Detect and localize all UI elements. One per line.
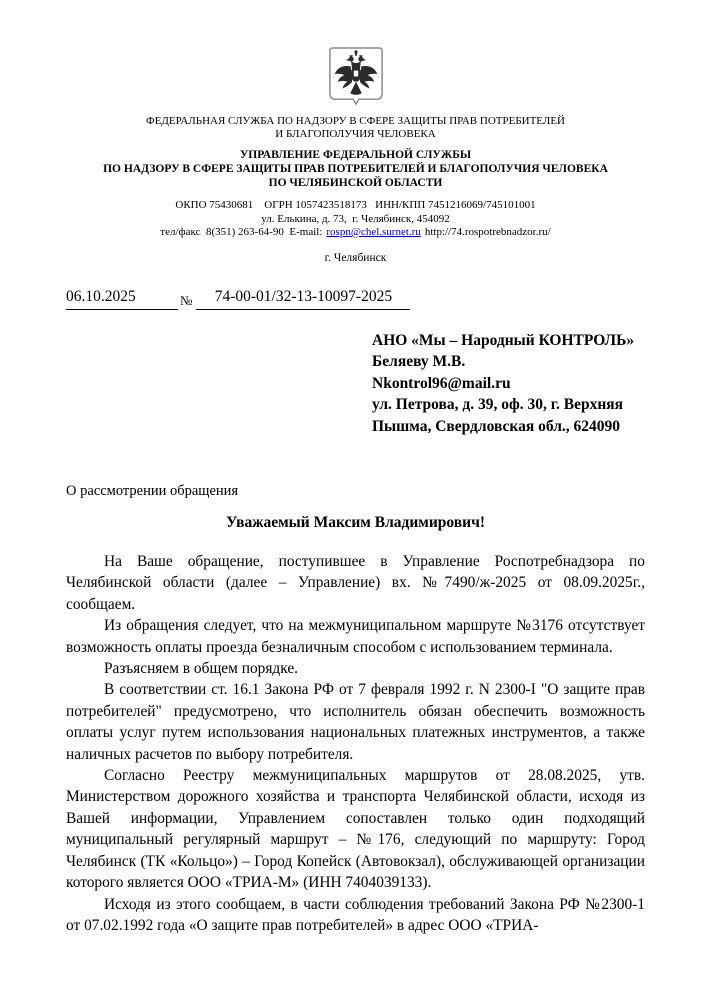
recipient-organization: АНО «Мы – Народный КОНТРОЛЬ» — [372, 331, 635, 349]
body-paragraph-4: В соответствии ст. 16.1 Закона РФ от 7 февраля 1992 г. N 2300-I "О защите прав потребителей" предусмотрено, что исполнитель обязан обеспечить возможность оплаты услуг путем использования национальных платежных инструментов, а также наличных расчетов по выбору потребителя. — [66, 681, 645, 763]
recipient-email: Nkontrol96@mail.ru — [372, 374, 511, 392]
letter-date: 06.10.2025 — [66, 288, 178, 310]
letterhead-details — [66, 199, 645, 240]
recipient-block — [372, 330, 645, 438]
agency-name — [66, 115, 645, 141]
department-name-line-2: ПО НАДЗОРУ В СФЕРЕ ЗАЩИТЫ ПРАВ ПОТРЕБИТЕЛЕЙ И БЛАГОПОЛУЧИЯ ЧЕЛОВЕКА — [103, 163, 608, 175]
email-link[interactable]: rospn@chel.surnet.ru — [326, 226, 421, 238]
letterhead — [66, 45, 645, 264]
body-paragraph-3: Разъясняем в общем порядке. — [104, 660, 299, 678]
contact-line — [66, 226, 645, 240]
phone-email-label: тел/факс 8(351) 263-64-90 E-mail: — [160, 226, 323, 238]
body-paragraph-1: На Ваше обращение, поступившее в Управление Роспотребнадзора по Челябинской области (далее – Управление) вх. №7490/ж-2025 от 08.09.2025г., сообщаем. — [66, 553, 645, 613]
website-text: http://74.rospotrebnadzor.ru/ — [424, 226, 551, 238]
registration-numbers: ОКПО 75430681 ОГРН 1057423518173 ИНН/КПП 7451216069/745101001 — [175, 199, 536, 211]
body-paragraph-6: Исходя из этого сообщаем, в части соблюдения требований Закона РФ №2300-1 от 07.02.1992 года «О защите прав потребителей» в адрес ООО «ТРИА- — [66, 895, 645, 934]
subject-line: О рассмотрении обращения — [66, 483, 239, 499]
agency-name-line-2: И БЛАГОПОЛУЧИЯ ЧЕЛОВЕКА — [275, 128, 436, 140]
postal-address: ул. Елькина, д. 73, г. Челябинск, 454092 — [261, 212, 450, 225]
city-name: г. Челябинск — [324, 251, 387, 264]
letter-number: 74-00-01/32-13-10097-2025 — [196, 288, 410, 310]
department-name-line-1: УПРАВЛЕНИЕ ФЕДЕРАЛЬНОЙ СЛУЖБЫ — [239, 149, 472, 161]
department-name-line-3: ПО ЧЕЛЯБИНСКОЙ ОБЛАСТИ — [268, 177, 443, 189]
letter-body — [66, 551, 645, 936]
salutation: Уважаемый Максим Владимирович! — [226, 514, 485, 531]
recipient-person: Беляеву М.В. — [372, 353, 466, 370]
recipient-address-line-1: ул. Петрова, д. 39, оф. 30, г. Верхняя — [372, 396, 624, 413]
number-sign: № — [180, 292, 193, 308]
double-headed-eagle-icon — [327, 45, 385, 107]
body-paragraph-5: Согласно Реестру межмуниципальных маршрутов от 28.08.2025, утв. Министерством дорожного хозяйства и транспорта Челябинской области, исходя из Вашей информации, Управлением сопоставлен только один подходящий муниципальный регулярный маршрут – №176, следующий по маршруту: Город Челябинск (ТК «Кольцо») – Город Копейск (Автовокзал), обслуживающей организации которого является ООО «ТРИА-М» (ИНН 7404039133). — [66, 767, 645, 892]
department-name — [66, 148, 645, 190]
body-paragraph-2: Из обращения следует, что на межмуниципальном маршруте №3176 отсутствует возможность оплаты проезда безналичным способом с использованием терминала. — [66, 617, 645, 656]
reference-line — [66, 288, 645, 310]
recipient-address-line-2: Пышма, Свердловская обл., 624090 — [372, 417, 621, 435]
russian-coat-of-arms-emblem — [327, 45, 385, 107]
agency-name-line-1: ФЕДЕРАЛЬНАЯ СЛУЖБА ПО НАДЗОРУ В СФЕРЕ ЗАЩИТЫ ПРАВ ПОТРЕБИТЕЛЕЙ — [146, 115, 565, 127]
